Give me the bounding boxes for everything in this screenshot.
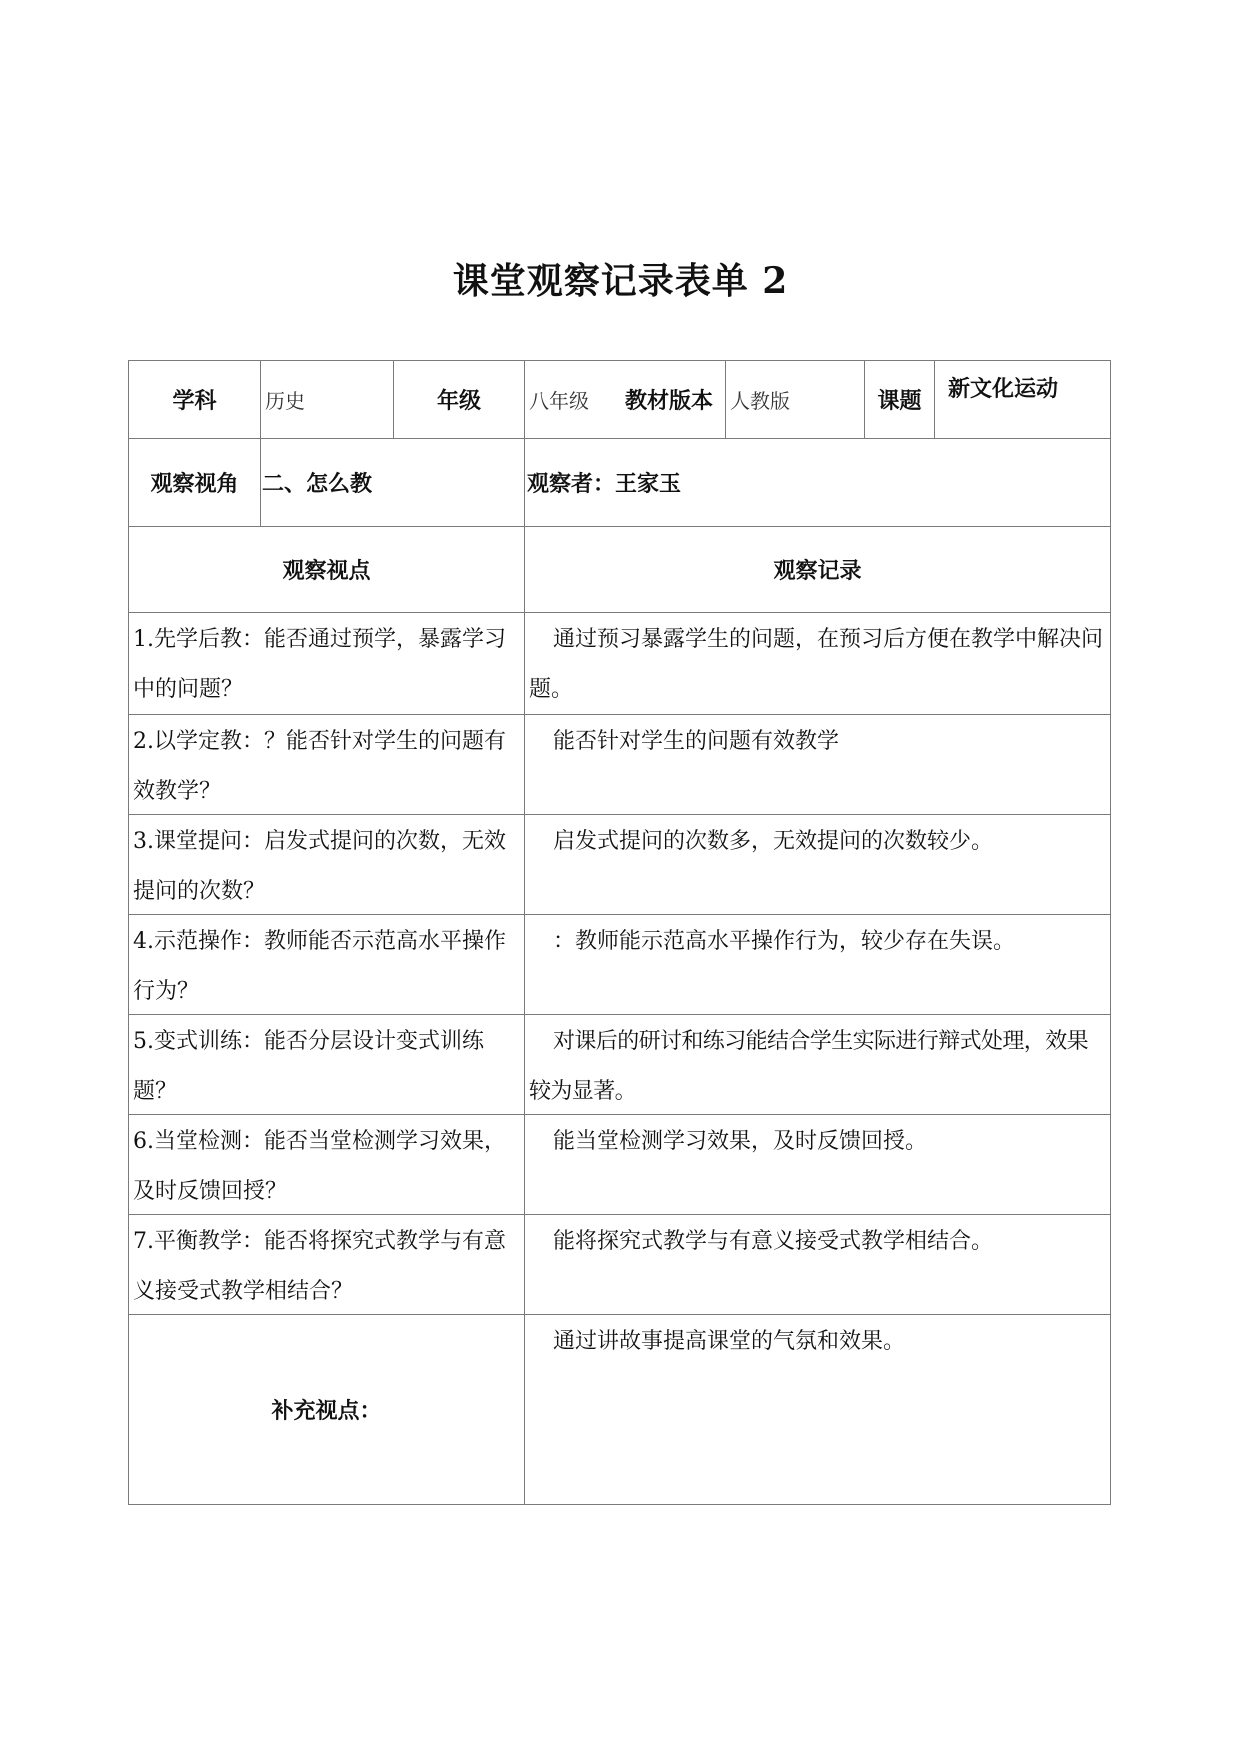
supplement-label: 补充视点： xyxy=(271,1399,382,1424)
viewpoint-text: 7.平衡教学：能否将探究式教学与有意义接受式教学相结合？ xyxy=(133,1229,506,1304)
record-text: ：教师能示范高水平操作行为，较少存在失误。 xyxy=(553,929,1016,954)
subject-value: 历史 xyxy=(265,389,305,413)
supplement-record: 通过讲故事提高课堂的气氛和效果。 xyxy=(553,1329,906,1354)
viewpoint-text: 3.课堂提问：启发式提问的次数，无效提问的次数？ xyxy=(133,829,506,904)
viewpoint-text: 1.先学后教：能否通过预学，暴露学习中的问题？ xyxy=(133,627,506,702)
observer: 观察者：王家玉 xyxy=(527,472,682,497)
record-text: 启发式提问的次数多，无效提问的次数较少。 xyxy=(553,829,994,854)
textbook-value: 人教版 xyxy=(730,389,790,413)
textbook-label: 教材版本 xyxy=(624,389,713,414)
perspective-value: 二、怎么教 xyxy=(262,472,373,497)
column-header-viewpoint: 观察视点 xyxy=(282,559,371,584)
perspective-label: 观察视角 xyxy=(150,472,239,497)
column-header-record: 观察记录 xyxy=(773,559,862,584)
viewpoint-text: 2.以学定教：？能否针对学生的问题有效教学？ xyxy=(133,729,506,804)
topic-label: 课题 xyxy=(877,389,922,414)
viewpoint-text: 4.示范操作：教师能否示范高水平操作行为？ xyxy=(133,929,506,1004)
page-title: 课堂观察记录表单 2 xyxy=(452,260,789,302)
record-text: 对课后的研讨和练习能结合学生实际进行辩式处理，效果较为显著。 xyxy=(529,1029,1089,1104)
topic-value: 新文化运动 xyxy=(948,377,1059,402)
record-text: 能否针对学生的问题有效教学 xyxy=(553,729,840,754)
grade-value: 八年级 xyxy=(529,389,589,413)
subject-label: 学科 xyxy=(172,389,217,414)
record-text: 通过预习暴露学生的问题，在预习后方便在教学中解决问题。 xyxy=(529,627,1104,702)
viewpoint-text: 6.当堂检测：能否当堂检测学习效果，及时反馈回授？ xyxy=(133,1129,506,1204)
record-text: 能当堂检测学习效果，及时反馈回授。 xyxy=(553,1129,928,1154)
record-text: 能将探究式教学与有意义接受式教学相结合。 xyxy=(553,1229,994,1254)
viewpoint-text: 5.变式训练：能否分层设计变式训练题？ xyxy=(133,1029,484,1104)
grade-label: 年级 xyxy=(436,389,481,414)
